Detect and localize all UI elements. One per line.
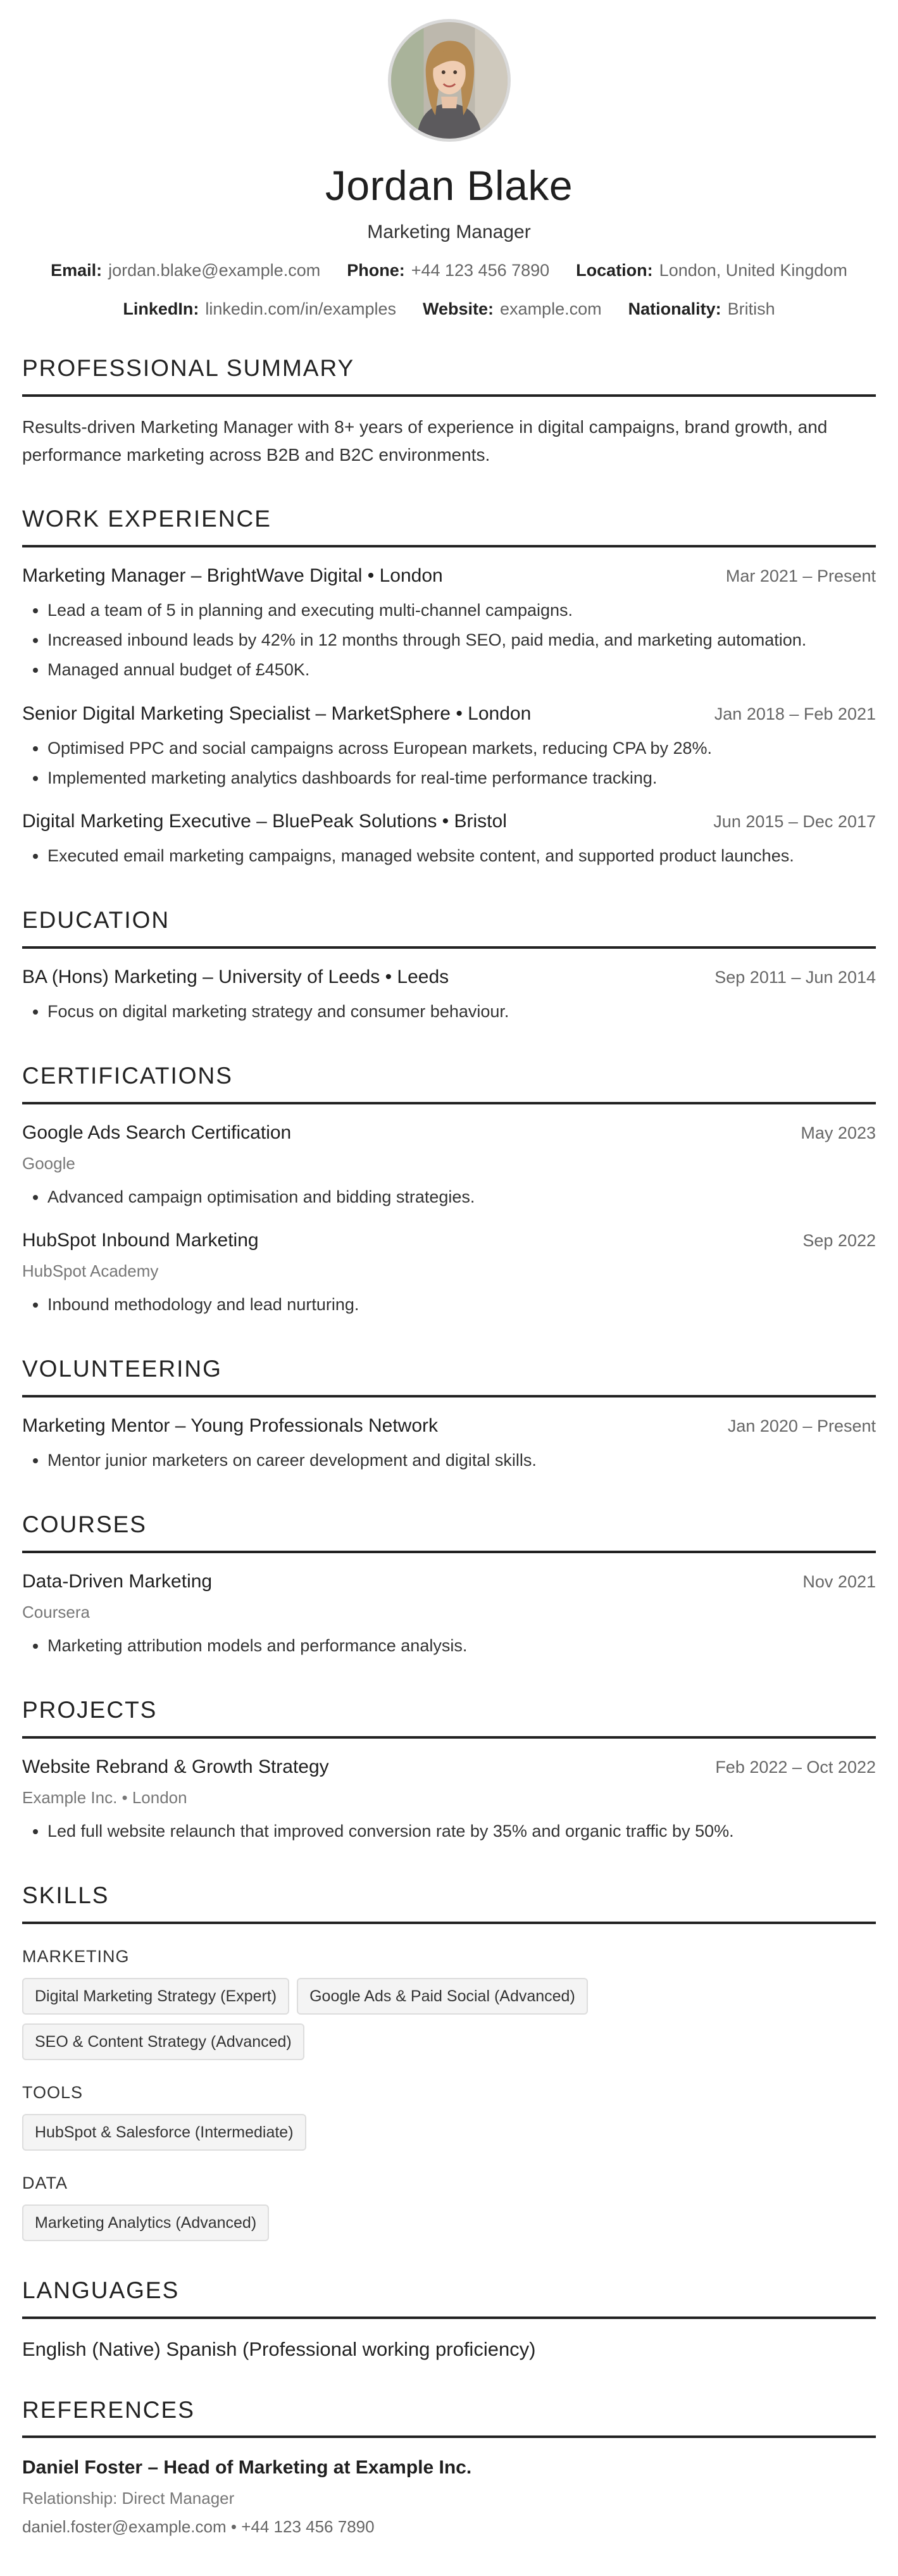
contact-row-primary bbox=[22, 261, 876, 280]
skill-group bbox=[22, 2173, 876, 2241]
section-heading: CERTIFICATIONS bbox=[22, 1063, 876, 1104]
entry-date: Jan 2018 – Feb 2021 bbox=[714, 704, 876, 723]
bullet-list bbox=[22, 997, 876, 1027]
bullet-item: • Marketing attribution models and performance analysis. bbox=[47, 1631, 876, 1661]
entry-issuer: Coursera bbox=[22, 1603, 90, 1622]
skill-tag: Digital Marketing Strategy (Expert) bbox=[22, 1978, 289, 2015]
entry-title: Data-Driven Marketing bbox=[22, 1571, 213, 1592]
education-entry bbox=[22, 966, 876, 1027]
entry-issuer: HubSpot Academy bbox=[22, 1261, 159, 1281]
bullet-item: • Optimised PPC and social campaigns across European markets, reducing CPA by 28%. bbox=[47, 734, 876, 763]
skill-category: DATA bbox=[22, 2173, 68, 2192]
contact-label: Email: bbox=[51, 260, 103, 280]
reference-name: Daniel Foster – Head of Marketing at Example Inc. bbox=[22, 2457, 472, 2479]
section-heading: PROFESSIONAL SUMMARY bbox=[22, 356, 876, 397]
contact-email bbox=[51, 261, 320, 280]
candidate-title: Marketing Manager bbox=[367, 221, 531, 242]
contact-website bbox=[423, 299, 602, 319]
section-heading: COURSES bbox=[22, 1512, 876, 1553]
projects-section bbox=[22, 1698, 876, 1846]
contact-label: Nationality: bbox=[628, 299, 721, 318]
contact-location bbox=[576, 261, 847, 280]
bullet-list bbox=[22, 1446, 876, 1475]
skill-tag: HubSpot & Salesforce (Intermediate) bbox=[22, 2114, 306, 2151]
skill-group bbox=[22, 2083, 876, 2151]
entry-title: HubSpot Inbound Marketing bbox=[22, 1230, 259, 1251]
contact-value[interactable]: linkedin.com/in/examples bbox=[205, 299, 396, 318]
bullet-list bbox=[22, 596, 876, 685]
entry-title: Website Rebrand & Growth Strategy bbox=[22, 1756, 329, 1778]
contact-label: LinkedIn: bbox=[123, 299, 199, 318]
certification-entry bbox=[22, 1230, 876, 1320]
volunteering-section bbox=[22, 1356, 876, 1475]
entry-title: Digital Marketing Executive – BluePeak Solutions • Bristol bbox=[22, 811, 507, 832]
project-entry bbox=[22, 1756, 876, 1846]
certification-entry bbox=[22, 1122, 876, 1212]
skill-tags bbox=[22, 1978, 876, 2060]
skill-category: TOOLS bbox=[22, 2082, 84, 2102]
bullet-list bbox=[22, 1182, 876, 1212]
course-entry bbox=[22, 1571, 876, 1661]
skill-tag: Marketing Analytics (Advanced) bbox=[22, 2204, 269, 2241]
section-heading: PROJECTS bbox=[22, 1698, 876, 1739]
summary-text: Results-driven Marketing Manager with 8+ years of experience in digital campaigns, brand growth, and performance marketing across B2B and B2C environments. bbox=[22, 416, 828, 465]
contact-value: British bbox=[727, 299, 775, 318]
contact-label: Location: bbox=[576, 260, 653, 280]
skill-group bbox=[22, 1947, 876, 2060]
section-heading: REFERENCES bbox=[22, 2398, 876, 2439]
contact-value[interactable]: +44 123 456 7890 bbox=[411, 260, 550, 280]
experience-entry bbox=[22, 703, 876, 794]
entry-title: Google Ads Search Certification bbox=[22, 1122, 292, 1143]
contact-label: Website: bbox=[423, 299, 494, 318]
contact-label: Phone: bbox=[347, 260, 405, 280]
bullet-item: • Inbound methodology and lead nurturing. bbox=[47, 1290, 876, 1320]
bullet-item: • Focus on digital marketing strategy and consumer behaviour. bbox=[47, 997, 876, 1027]
entry-issuer: Google bbox=[22, 1153, 75, 1173]
entry-date: Nov 2021 bbox=[802, 1572, 876, 1592]
bullet-item: • Executed email marketing campaigns, managed website content, and supported product launches. bbox=[47, 841, 876, 871]
bullet-list bbox=[22, 1290, 876, 1320]
contact-nationality bbox=[628, 299, 775, 319]
skill-tags bbox=[22, 2114, 876, 2151]
entry-date: Sep 2022 bbox=[802, 1231, 876, 1251]
entry-title: Marketing Mentor – Young Professionals Network bbox=[22, 1415, 439, 1437]
skill-tag: Google Ads & Paid Social (Advanced) bbox=[297, 1978, 588, 2015]
entry-date: Sep 2011 – Jun 2014 bbox=[714, 968, 876, 987]
skill-tag: SEO & Content Strategy (Advanced) bbox=[22, 2023, 304, 2060]
skill-category: MARKETING bbox=[22, 1946, 130, 1966]
entry-date: Jun 2015 – Dec 2017 bbox=[713, 812, 876, 832]
section-heading: WORK EXPERIENCE bbox=[22, 506, 876, 547]
skills-section bbox=[22, 1883, 876, 2241]
contact-value[interactable]: jordan.blake@example.com bbox=[108, 260, 321, 280]
section-heading: VOLUNTEERING bbox=[22, 1356, 876, 1397]
certifications-section bbox=[22, 1063, 876, 1320]
experience-entry bbox=[22, 811, 876, 871]
candidate-name: Jordan Blake bbox=[325, 162, 573, 209]
bullet-list bbox=[22, 1631, 876, 1661]
contact-value: London, United Kingdom bbox=[659, 260, 847, 280]
bullet-item: • Lead a team of 5 in planning and executing multi-channel campaigns. bbox=[47, 596, 876, 625]
bullet-item: • Led full website relaunch that improved conversion rate by 35% and organic traffic by 50%. bbox=[47, 1816, 876, 1846]
contact-phone bbox=[347, 261, 549, 280]
bullet-list bbox=[22, 841, 876, 871]
entry-title: BA (Hons) Marketing – University of Leeds • Leeds bbox=[22, 966, 449, 988]
avatar-photo-icon bbox=[391, 22, 508, 139]
entry-organisation: Example Inc. • London bbox=[22, 1788, 187, 1808]
reference-relationship: Relationship: Direct Manager bbox=[22, 2489, 235, 2508]
courses-section bbox=[22, 1512, 876, 1661]
experience-section bbox=[22, 506, 876, 871]
bullet-item: • Increased inbound leads by 42% in 12 months through SEO, paid media, and marketing automation. bbox=[47, 625, 876, 655]
skill-tags bbox=[22, 2204, 876, 2241]
bullet-list bbox=[22, 1816, 876, 1846]
entry-date: Feb 2022 – Oct 2022 bbox=[715, 1758, 876, 1777]
entry-date: Mar 2021 – Present bbox=[725, 566, 876, 585]
avatar bbox=[388, 19, 511, 142]
bullet-item: • Implemented marketing analytics dashboards for real-time performance tracking. bbox=[47, 763, 876, 793]
summary-section bbox=[22, 356, 876, 470]
languages-text: English (Native) Spanish (Professional working proficiency) bbox=[22, 2337, 536, 2360]
references-section bbox=[22, 2398, 876, 2537]
volunteering-entry bbox=[22, 1415, 876, 1475]
education-section bbox=[22, 908, 876, 1027]
bullet-list bbox=[22, 734, 876, 794]
entry-date: Jan 2020 – Present bbox=[727, 1416, 876, 1436]
section-heading: LANGUAGES bbox=[22, 2278, 876, 2319]
bullet-item: • Managed annual budget of £450K. bbox=[47, 655, 876, 685]
section-heading: EDUCATION bbox=[22, 908, 876, 949]
contact-value[interactable]: example.com bbox=[500, 299, 602, 318]
entry-title: Marketing Manager – BrightWave Digital • London bbox=[22, 565, 443, 586]
bullet-item: • Advanced campaign optimisation and bidding strategies. bbox=[47, 1182, 876, 1212]
entry-date: May 2023 bbox=[801, 1123, 876, 1142]
resume-header bbox=[22, 0, 876, 319]
contact-linkedin bbox=[123, 299, 396, 319]
bullet-item: • Mentor junior marketers on career development and digital skills. bbox=[47, 1446, 876, 1475]
section-heading: SKILLS bbox=[22, 1883, 876, 1924]
reference-contact: daniel.foster@example.com • +44 123 456 7890 bbox=[22, 2517, 375, 2537]
entry-title: Senior Digital Marketing Specialist – MarketSphere • London bbox=[22, 703, 532, 724]
contact-row-secondary bbox=[22, 299, 876, 319]
experience-entry bbox=[22, 565, 876, 685]
languages-section bbox=[22, 2278, 876, 2361]
